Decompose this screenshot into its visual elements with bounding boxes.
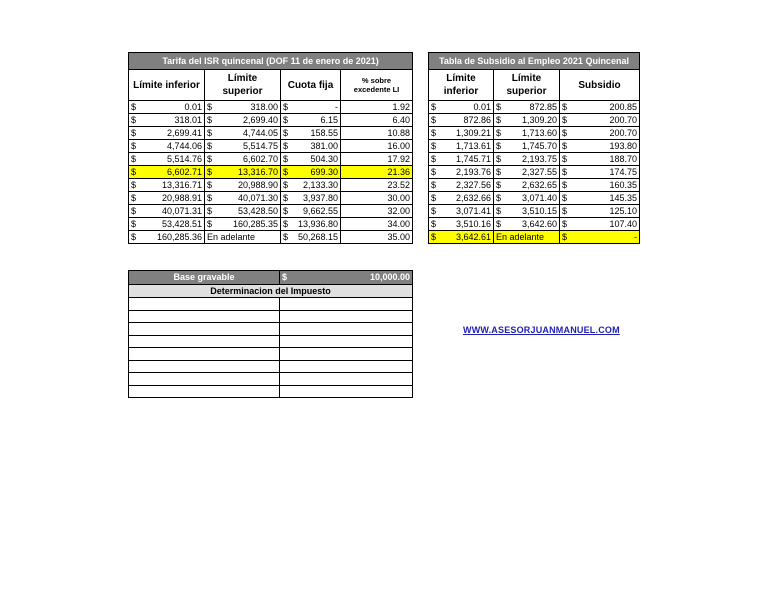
base-gravable-value-cell[interactable]	[280, 271, 413, 285]
calc-empty-row	[129, 335, 413, 348]
calc-concept-cell[interactable]	[129, 298, 280, 311]
cell-value: 9,662.55	[302, 206, 338, 216]
cell-value: 4,744.05	[242, 128, 278, 138]
currency-symbol: $	[431, 219, 437, 229]
cell-value: 107.40	[609, 219, 638, 229]
currency-symbol: $	[431, 193, 437, 203]
subsidy-subsidio	[560, 231, 640, 244]
subsidy-subsidio	[560, 205, 640, 218]
isr-limite-superior	[205, 192, 281, 205]
cell-value: 1,745.70	[521, 141, 557, 151]
currency-symbol: $	[207, 167, 213, 177]
isr-limite-inferior	[129, 179, 205, 192]
isr-limite-inferior	[129, 231, 205, 244]
currency-symbol: $	[562, 180, 568, 190]
cell-value: 5,514.76	[166, 154, 202, 164]
subsidy-table-row	[429, 192, 640, 205]
isr-table-row	[129, 231, 413, 244]
subsidy-subsidio	[560, 179, 640, 192]
subsidy-limite-superior	[494, 153, 560, 166]
isr-table-row	[129, 166, 413, 179]
subsidy-subsidio	[560, 140, 640, 153]
subsidy-subsidio	[560, 166, 640, 179]
subsidy-limite-inferior	[429, 166, 494, 179]
cell-value: 6,602.70	[242, 154, 278, 164]
subsidy-table-row	[429, 140, 640, 153]
isr-table-row	[129, 101, 413, 114]
calc-concept-cell[interactable]	[129, 310, 280, 323]
subsidy-table-row	[429, 205, 640, 218]
cell-value: 193.80	[609, 141, 638, 151]
currency-symbol: $	[131, 167, 137, 177]
cell-value: 3,642.61	[455, 232, 491, 242]
currency-symbol: $	[207, 141, 213, 151]
cell-value: 200.85	[609, 102, 638, 112]
currency-symbol: $	[562, 232, 568, 242]
cell-value: 4,744.06	[166, 141, 202, 151]
currency-symbol: $	[283, 141, 289, 151]
currency-symbol: $	[131, 141, 137, 151]
currency-symbol: $	[431, 167, 437, 177]
cell-value: 3,071.40	[521, 193, 557, 203]
subsidy-limite-superior	[494, 218, 560, 231]
isr-limite-inferior	[129, 166, 205, 179]
isr-porcentaje: 17.92	[341, 153, 413, 166]
calc-concept-cell[interactable]	[129, 335, 280, 348]
currency-symbol: $	[431, 141, 437, 151]
isr-table-row	[129, 127, 413, 140]
calc-amount-cell[interactable]	[280, 348, 413, 361]
cell-value: 1,745.71	[455, 154, 491, 164]
currency-symbol: $	[283, 102, 289, 112]
isr-cuota-fija	[281, 140, 341, 153]
isr-cuota-fija	[281, 218, 341, 231]
base-gravable-label: Base gravable	[129, 271, 280, 285]
currency-symbol: $	[496, 115, 502, 125]
cell-value: 53,428.50	[237, 206, 278, 216]
cell-value: 2,133.30	[302, 180, 338, 190]
cell-value: 53,428.51	[161, 219, 202, 229]
cell-value: 3,642.60	[521, 219, 557, 229]
currency-symbol: $	[496, 219, 502, 229]
currency-symbol: $	[496, 154, 502, 164]
cell-value: 6,602.71	[166, 167, 202, 177]
isr-cuota-fija	[281, 127, 341, 140]
cell-value: 3,510.15	[521, 206, 557, 216]
calc-amount-cell[interactable]	[280, 323, 413, 336]
cell-value: 160,285.36	[156, 232, 202, 242]
isr-cuota-fija	[281, 231, 341, 244]
calc-concept-cell[interactable]	[129, 385, 280, 398]
calc-concept-cell[interactable]	[129, 360, 280, 373]
cell-value: 504.30	[310, 154, 338, 164]
subsidy-table-body	[429, 101, 640, 244]
cell-value: 318.01	[174, 115, 202, 125]
calc-concept-cell[interactable]	[129, 373, 280, 386]
subsidy-limite-inferior	[429, 218, 494, 231]
subsidy-table-row	[429, 231, 640, 244]
currency-symbol: $	[207, 219, 213, 229]
subsidy-limite-inferior	[429, 205, 494, 218]
isr-limite-superior: En adelante	[205, 231, 281, 244]
subsidy-table-row	[429, 179, 640, 192]
subsidy-header-limite-superior: Límite superior	[494, 70, 560, 101]
subsidy-limite-superior	[494, 166, 560, 179]
isr-header-limite-superior: Límite superior	[205, 70, 281, 101]
isr-cuota-fija	[281, 101, 341, 114]
currency-symbol: $	[562, 154, 568, 164]
subsidy-header-limite-inferior: Límite inferior	[429, 70, 494, 101]
currency-symbol: $	[131, 232, 137, 242]
calc-empty-row	[129, 298, 413, 311]
isr-limite-inferior	[129, 127, 205, 140]
subsidy-limite-superior	[494, 140, 560, 153]
cell-value: 2,193.75	[521, 154, 557, 164]
determinacion-title: Determinacion del Impuesto	[129, 285, 413, 298]
subsidy-subsidio	[560, 101, 640, 114]
currency-symbol: $	[207, 154, 213, 164]
currency-symbol: $	[207, 206, 213, 216]
cell-value: 2,193.76	[455, 167, 491, 177]
currency-symbol: $	[283, 180, 289, 190]
cell-value: 3,937.80	[302, 193, 338, 203]
currency-symbol: $	[431, 154, 437, 164]
isr-limite-inferior	[129, 101, 205, 114]
currency-symbol: $	[431, 206, 437, 216]
isr-porcentaje: 6.40	[341, 114, 413, 127]
currency-symbol: $	[207, 180, 213, 190]
isr-limite-superior	[205, 153, 281, 166]
subsidy-limite-superior	[494, 192, 560, 205]
calc-concept-cell[interactable]	[129, 323, 280, 336]
cell-value: 2,632.65	[521, 180, 557, 190]
currency-symbol: $	[431, 232, 437, 242]
isr-limite-inferior	[129, 114, 205, 127]
cell-value: -	[634, 232, 638, 242]
subsidy-table	[428, 52, 640, 244]
calc-amount-cell[interactable]	[280, 385, 413, 398]
currency-symbol: $	[496, 167, 502, 177]
cell-value: 0.01	[184, 102, 202, 112]
subsidy-limite-superior	[494, 114, 560, 127]
subsidy-limite-inferior	[429, 140, 494, 153]
currency-symbol: $	[496, 193, 502, 203]
currency-symbol: $	[562, 167, 568, 177]
isr-cuota-fija	[281, 153, 341, 166]
currency-symbol: $	[496, 102, 502, 112]
isr-table-title: Tarifa del ISR quincenal (DOF 11 de enero de 2021)	[129, 53, 413, 70]
subsidy-limite-superior	[494, 127, 560, 140]
currency-symbol: $	[207, 115, 213, 125]
currency-symbol: $	[562, 193, 568, 203]
cell-value: 174.75	[609, 167, 638, 177]
isr-cuota-fija	[281, 179, 341, 192]
calc-concept-cell[interactable]	[129, 348, 280, 361]
calc-empty-row	[129, 323, 413, 336]
cell-value: 145.35	[609, 193, 638, 203]
isr-porcentaje: 35.00	[341, 231, 413, 244]
currency-symbol: $	[562, 102, 568, 112]
cell-value: 699.30	[310, 167, 338, 177]
isr-limite-superior	[205, 205, 281, 218]
isr-porcentaje: 23.52	[341, 179, 413, 192]
subsidy-table-row	[429, 153, 640, 166]
calc-empty-row	[129, 385, 413, 398]
cell-value: 5,514.75	[242, 141, 278, 151]
cell-value: 200.70	[609, 115, 638, 125]
cell-value: 3,071.41	[455, 206, 491, 216]
isr-porcentaje: 30.00	[341, 192, 413, 205]
isr-limite-superior	[205, 127, 281, 140]
isr-table-row	[129, 114, 413, 127]
isr-table-row	[129, 179, 413, 192]
isr-limite-superior	[205, 101, 281, 114]
isr-limite-inferior	[129, 192, 205, 205]
cell-value: 381.00	[310, 141, 338, 151]
isr-header-cuota-fija: Cuota fija	[281, 70, 341, 101]
currency-symbol: $	[562, 128, 568, 138]
cell-value: 188.70	[609, 154, 638, 164]
cell-value: 1,713.60	[521, 128, 557, 138]
cell-value: 40,071.30	[237, 193, 278, 203]
cell-value: 6.15	[320, 115, 338, 125]
cell-value: 2,327.56	[455, 180, 491, 190]
currency-symbol: $	[283, 115, 289, 125]
isr-limite-inferior	[129, 153, 205, 166]
currency-symbol: $	[431, 115, 437, 125]
currency-symbol: $	[496, 128, 502, 138]
currency-symbol: $	[562, 141, 568, 151]
cell-value: 13,936.80	[297, 219, 338, 229]
currency-symbol: $	[562, 115, 568, 125]
isr-table-row	[129, 153, 413, 166]
currency-symbol: $	[131, 128, 137, 138]
cell-value: 158.55	[310, 128, 338, 138]
cell-value: 2,632.66	[455, 193, 491, 203]
calc-amount-cell[interactable]	[280, 360, 413, 373]
isr-porcentaje: 1.92	[341, 101, 413, 114]
cell-value: 125.10	[609, 206, 638, 216]
currency-symbol: $	[283, 167, 289, 177]
currency-symbol: $	[131, 154, 137, 164]
currency-symbol: $	[283, 206, 289, 216]
cell-value: 872.86	[463, 115, 491, 125]
subsidy-limite-inferior	[429, 127, 494, 140]
cell-value: 20,988.91	[161, 193, 202, 203]
currency-symbol: $	[562, 219, 568, 229]
subsidy-limite-superior	[494, 179, 560, 192]
isr-limite-superior	[205, 179, 281, 192]
currency-symbol: $	[131, 180, 137, 190]
isr-limite-inferior	[129, 218, 205, 231]
currency-symbol: $	[131, 206, 137, 216]
subsidy-table-row	[429, 166, 640, 179]
cell-value: 1,309.21	[455, 128, 491, 138]
subsidy-subsidio	[560, 192, 640, 205]
isr-limite-inferior	[129, 140, 205, 153]
subsidy-subsidio	[560, 127, 640, 140]
calc-amount-cell[interactable]	[280, 298, 413, 311]
cell-value: 3,510.16	[455, 219, 491, 229]
isr-header-porcentaje: % sobre excedente LI	[341, 70, 413, 101]
isr-porcentaje: 21.36	[341, 166, 413, 179]
isr-porcentaje: 10.88	[341, 127, 413, 140]
isr-limite-superior	[205, 140, 281, 153]
cell-value: 318.00	[250, 102, 278, 112]
cell-value: 2,699.41	[166, 128, 202, 138]
subsidy-limite-superior	[494, 205, 560, 218]
subsidy-limite-inferior	[429, 192, 494, 205]
subsidy-table-row	[429, 218, 640, 231]
subsidy-limite-superior	[494, 101, 560, 114]
subsidy-limite-inferior	[429, 101, 494, 114]
subsidy-subsidio	[560, 218, 640, 231]
base-gravable-value: 10,000.00	[369, 272, 410, 282]
cell-value: 13,316.70	[237, 167, 278, 177]
isr-cuota-fija	[281, 114, 341, 127]
cell-value: 200.70	[609, 128, 638, 138]
cell-value: 13,316.71	[161, 180, 202, 190]
calc-empty-row	[129, 348, 413, 361]
cell-value: 50,268.15	[297, 232, 338, 242]
subsidy-limite-inferior	[429, 153, 494, 166]
currency-symbol: $	[562, 206, 568, 216]
cell-value: 2,699.40	[242, 115, 278, 125]
currency-symbol: $	[496, 180, 502, 190]
subsidy-limite-inferior	[429, 114, 494, 127]
currency-symbol: $	[283, 128, 289, 138]
isr-porcentaje: 16.00	[341, 140, 413, 153]
calc-empty-row	[129, 310, 413, 323]
website-link[interactable]: WWW.ASESORJUANMANUEL.COM	[463, 325, 620, 335]
cell-value: 160,285.35	[232, 219, 278, 229]
subsidy-table-row	[429, 127, 640, 140]
currency-symbol: $	[131, 193, 137, 203]
isr-table-row	[129, 218, 413, 231]
subsidy-table-row	[429, 114, 640, 127]
cell-value: -	[335, 102, 338, 112]
isr-porcentaje: 34.00	[341, 218, 413, 231]
base-currency: $	[282, 272, 288, 282]
cell-value: 872.85	[529, 102, 557, 112]
currency-symbol: $	[431, 128, 437, 138]
cell-value: 160.35	[609, 180, 638, 190]
currency-symbol: $	[431, 180, 437, 190]
cell-value: 40,071.31	[161, 206, 202, 216]
isr-limite-superior	[205, 218, 281, 231]
calc-amount-cell[interactable]	[280, 310, 413, 323]
cell-value: 1,309.20	[521, 115, 557, 125]
currency-symbol: $	[431, 102, 437, 112]
isr-table-row	[129, 205, 413, 218]
isr-table-row	[129, 192, 413, 205]
calc-empty-row	[129, 360, 413, 373]
currency-symbol: $	[283, 219, 289, 229]
currency-symbol: $	[283, 154, 289, 164]
currency-symbol: $	[131, 115, 137, 125]
isr-header-limite-inferior: Límite inferior	[129, 70, 205, 101]
isr-limite-superior	[205, 114, 281, 127]
cell-value: 1,713.61	[455, 141, 491, 151]
isr-limite-inferior	[129, 205, 205, 218]
currency-symbol: $	[496, 206, 502, 216]
calc-table	[128, 270, 413, 398]
cell-value: 2,327.55	[521, 167, 557, 177]
subsidy-table-row	[429, 101, 640, 114]
isr-table-body	[129, 101, 413, 244]
subsidy-limite-inferior	[429, 231, 494, 244]
isr-cuota-fija	[281, 192, 341, 205]
currency-symbol: $	[207, 128, 213, 138]
currency-symbol: $	[207, 193, 213, 203]
isr-cuota-fija	[281, 166, 341, 179]
currency-symbol: $	[283, 232, 289, 242]
isr-porcentaje: 32.00	[341, 205, 413, 218]
isr-table-row	[129, 140, 413, 153]
calc-amount-cell[interactable]	[280, 373, 413, 386]
currency-symbol: $	[496, 141, 502, 151]
subsidy-subsidio	[560, 153, 640, 166]
currency-symbol: $	[131, 219, 137, 229]
currency-symbol: $	[131, 102, 137, 112]
isr-table	[128, 52, 413, 244]
isr-cuota-fija	[281, 205, 341, 218]
cell-value: 20,988.90	[237, 180, 278, 190]
subsidy-limite-superior: En adelante	[494, 231, 560, 244]
currency-symbol: $	[207, 102, 213, 112]
calc-amount-cell[interactable]	[280, 335, 413, 348]
subsidy-header-subsidio: Subsidio	[560, 70, 640, 101]
subsidy-table-title: Tabla de Subsidio al Empleo 2021 Quincenal	[429, 53, 640, 70]
isr-limite-superior	[205, 166, 281, 179]
cell-value: 0.01	[473, 102, 491, 112]
subsidy-limite-inferior	[429, 179, 494, 192]
subsidy-subsidio	[560, 114, 640, 127]
currency-symbol: $	[283, 193, 289, 203]
calc-empty-row	[129, 373, 413, 386]
